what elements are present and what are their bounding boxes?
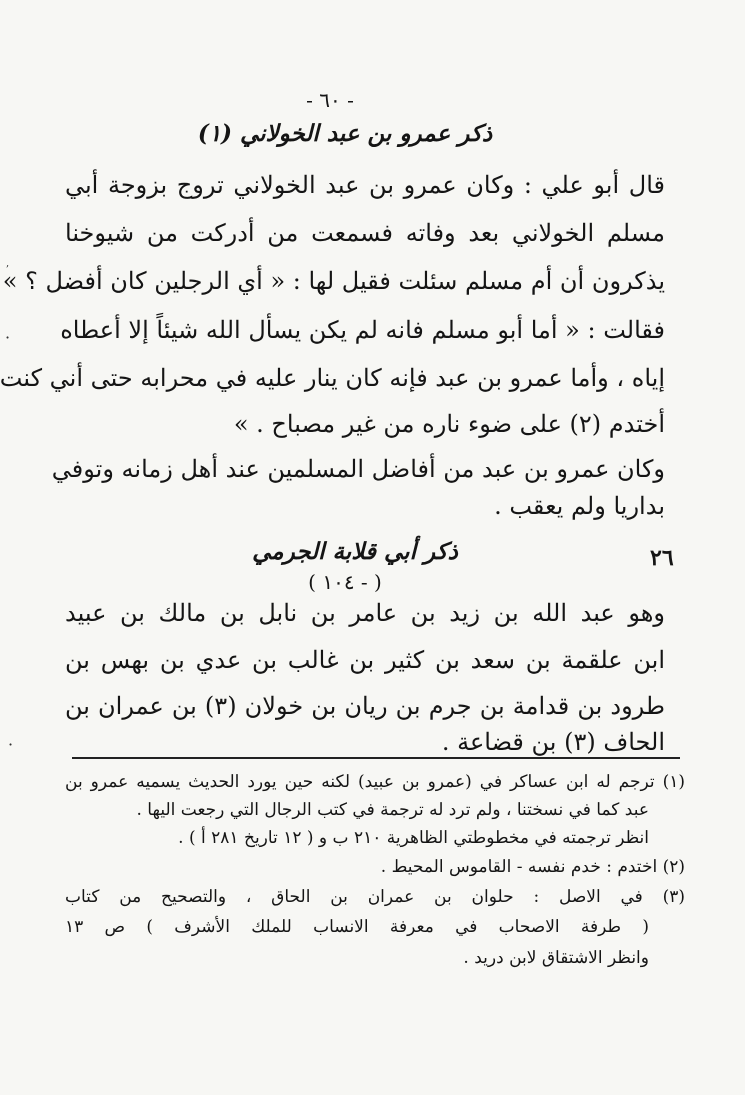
footnote-divider bbox=[72, 757, 680, 759]
body-line: الحاف (٣) بن قضاعة . bbox=[441, 728, 665, 756]
margin-speck: · bbox=[8, 735, 14, 754]
footnote-line: (٣) في الاصل : حلوان بن عمران بن الحاق ، والتصحيح من كتاب bbox=[65, 887, 685, 907]
footnote-line: (١) ترجم له ابن عساكر في (عمرو بن عبيد) لكنه حين يورد الحديث يسميه عمرو بن bbox=[65, 772, 685, 792]
margin-speck: , bbox=[6, 258, 10, 269]
death-date: ( - ١٠٤ ) bbox=[308, 570, 382, 594]
body-line: أختدم (٢) على ضوء ناره من غير مصباح . » bbox=[233, 410, 665, 438]
margin-speck: · bbox=[5, 328, 11, 347]
body-line: وكان عمرو بن عبد من أفاضل المسلمين عند أهل زمانه وتوفي bbox=[51, 455, 665, 483]
footnote-line: عبد كما في نسختنا ، ولم ترد له ترجمة في كتب الرجال التي رجعت اليها . bbox=[136, 800, 649, 820]
body-line: قال أبو علي : وكان عمرو بن عبد الخولاني تروج بزوجة أبي bbox=[65, 171, 665, 199]
body-line: مسلم الخولاني بعد وفاته فسمعت من أدركت من شيوخنا bbox=[65, 219, 665, 247]
footnote-line: انظر ترجمته في مخطوطتي الظاهرية ٢١٠ ب و ( ١٢ تاريخ ٢٨١ أ ) . bbox=[178, 828, 649, 848]
page-number: - ٦٠ - bbox=[306, 88, 354, 112]
body-line: فقالت : « أما أبو مسلم فانه لم يكن يسأل الله شيئاً إلا أعطاه bbox=[60, 316, 665, 344]
margin-page-number: ٢٦ bbox=[650, 545, 674, 571]
section-heading-abu-qilaba: ذكر أبي قلابة الجرمي bbox=[252, 538, 458, 565]
body-line: طرود بن قدامة بن جرم بن ريان بن خولان (٣) بن عمران بن bbox=[65, 692, 665, 720]
body-line: بداريا ولم يعقب . bbox=[494, 492, 665, 520]
body-line: وهو عبد الله بن زيد بن عامر بن نابل بن مالك بن عبيد bbox=[65, 599, 665, 627]
footnote-line: وانظر الاشتقاق لابن دريد . bbox=[463, 948, 649, 968]
body-line: إياه ، وأما عمرو بن عبد فإنه كان ينار عليه في محرابه حتى أني كنت bbox=[0, 364, 665, 392]
footnote-line: ( طرفة الاصحاب في معرفة الانساب للملك الأشرف ) ص ١٣ bbox=[65, 917, 649, 937]
body-line: يذكرون أن أم مسلم سئلت فقيل لها : « أي الرجلين كان أفضل ؟ » bbox=[2, 267, 665, 295]
section-heading-amr-ibn-abd: ذكر عمرو بن عبد الخولاني (١) bbox=[197, 120, 493, 147]
body-line: ابن علقمة بن سعد بن كثير بن غالب بن عدي بن بهس بن bbox=[65, 646, 665, 674]
footnote-line: (٢) اختدم : خدم نفسه - القاموس المحيط . bbox=[380, 857, 685, 877]
